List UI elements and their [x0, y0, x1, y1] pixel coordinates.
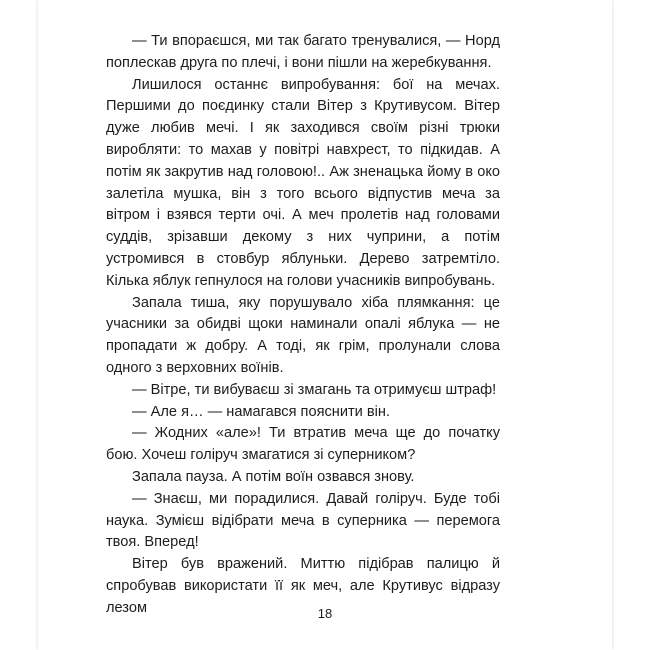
paragraph: — Вітре, ти вибуваєш зі змагань та отримуєш штраф!	[132, 381, 497, 398]
page-number: 18	[317, 606, 333, 621]
paragraph: Вітер був вражений. Миттю підібрав палицю й спробував використати її як меч, але Крутивус відразу лезом	[106, 556, 500, 616]
page-body-text	[106, 31, 500, 620]
paragraph: — Жодних «але»! Ти втратив меча ще до початку бою. Хочеш голіруч змагатися зі суперником?	[106, 425, 500, 464]
paragraph: — Знаєш, ми порадилися. Давай голіруч. Буде тобі наука. Зумієш відібрати меча в суперника — перемога твоя. Вперед!	[106, 490, 500, 551]
paragraph: Запала пауза. А потім воїн озвався знову.	[132, 468, 415, 485]
paragraph: — Але я… — намагався пояснити він.	[132, 403, 390, 420]
paragraph: Лишилося останнє випробування: бої на мечах. Першими до поєдинку стали Вітер з Крутивусом. Вітер дуже любив мечі. І як заходився своїм різні трюки виробляти: то махав у повітрі навхрест, то підкидав. А потім як закрутив над головою!.. Аж зненацька йому в око залетіла мушка, він з того всього відпустив меча за вітром і взявся терти очі. А меч пролетів над головами суддів, зрізавши декому з них чуприни, а потім устромився в стовбур яблуньки. Дерево затремтіло. Кілька яблук гепнулося на голови учасників випробувань.	[106, 76, 500, 289]
paragraph: — Ти впораєшся, ми так багато тренувалися, — Норд поплескав друга по плечі, і вони пішли на жеребкування.	[106, 33, 500, 71]
paragraph: Запала тиша, яку порушувало хіба плямкання: це учасники за обидві щоки наминали опалі яблука — не пропадати ж добру. А тоді, як грім, пролунали слова одного з верховних воїнів.	[106, 294, 500, 376]
